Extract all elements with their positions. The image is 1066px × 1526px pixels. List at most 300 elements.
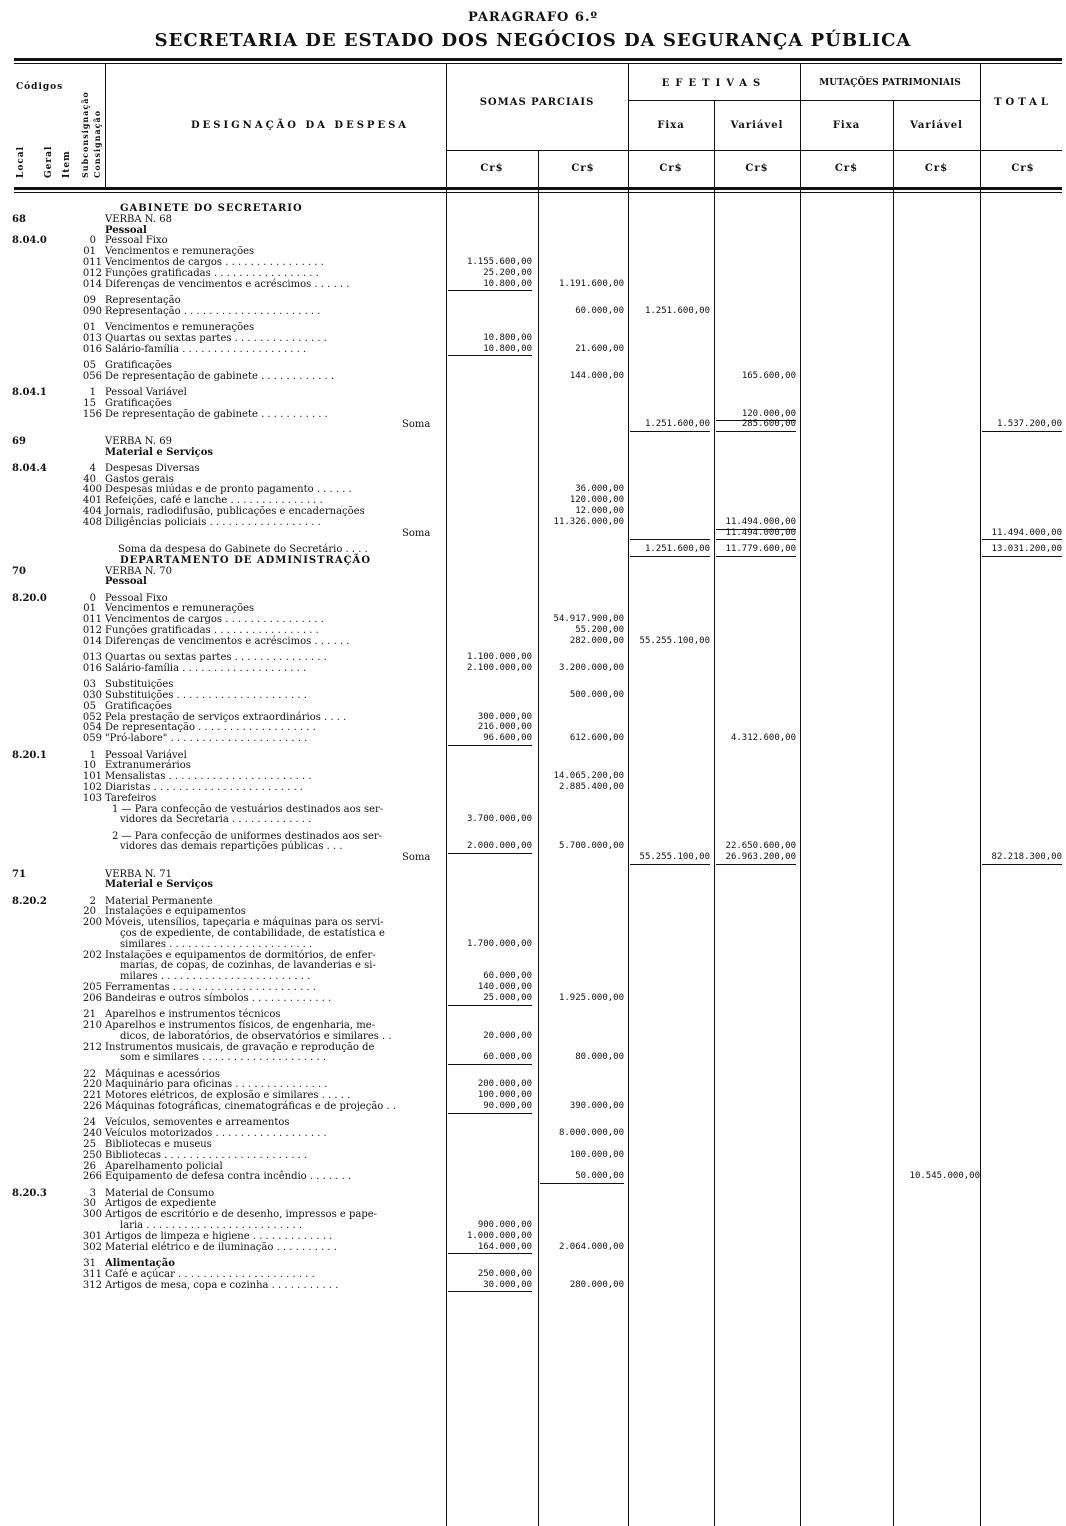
table-row bbox=[0, 652, 1066, 663]
consignacao-code: 014 bbox=[82, 635, 102, 647]
total-label: TOTAL bbox=[994, 97, 1052, 108]
row-description: Motores elétricos, de explosão e similares . . . . . bbox=[105, 1090, 351, 1102]
table-row bbox=[0, 782, 1066, 793]
table-row bbox=[0, 1079, 1066, 1090]
row-description: Diferenças de vencimentos e acréscimos . . . . . . bbox=[105, 635, 350, 647]
partial-sum-2: 50.000,00 bbox=[575, 1171, 624, 1182]
table-row bbox=[0, 950, 1066, 961]
total-value: 82.218.300,00 bbox=[991, 852, 1062, 863]
table-row bbox=[0, 896, 1066, 907]
row-description: Gratificações bbox=[105, 359, 172, 371]
sum-underline bbox=[448, 1253, 532, 1254]
row-description: Quartas ou sextas partes . . . . . . . . . . . . . . . bbox=[105, 332, 327, 344]
partial-sum-1: 1.155.600,00 bbox=[466, 257, 532, 267]
item-code: 2 bbox=[89, 895, 96, 907]
consignacao-code: 250 bbox=[82, 1149, 102, 1161]
consignacao-code: 012 bbox=[82, 625, 102, 636]
partial-sum-2: 100.000,00 bbox=[569, 1149, 624, 1160]
row-description: Pessoal Variável bbox=[105, 749, 187, 761]
efetivas-variavel-label: Variável bbox=[730, 120, 784, 131]
efetiva-variavel: 120.000,00 bbox=[741, 408, 796, 419]
mutacao-variavel: 10.545.000,00 bbox=[909, 1171, 980, 1182]
row-description: Gratificações bbox=[105, 397, 172, 409]
item-code: 10 bbox=[83, 760, 96, 772]
table-row bbox=[0, 814, 1066, 825]
table-row bbox=[0, 625, 1066, 636]
sum-underline bbox=[982, 431, 1062, 432]
table-row bbox=[0, 576, 1066, 587]
partial-sum-2: 12.000,00 bbox=[575, 506, 624, 516]
item-code: 0 bbox=[89, 592, 96, 604]
table-row bbox=[0, 722, 1066, 733]
row-description: Bandeiras e outros símbolos . . . . . . . . . . . . . bbox=[105, 992, 332, 1004]
row-description: Mensalistas . . . . . . . . . . . . . . . . . . . . . . . bbox=[105, 771, 312, 783]
total-value: 11.494.000,00 bbox=[991, 527, 1062, 538]
table-row bbox=[0, 295, 1066, 306]
row-description: Veículos, semoventes e arreamentos bbox=[105, 1117, 290, 1129]
currency-label: Cr$ bbox=[659, 163, 683, 174]
partial-sum-1: 2.100.000,00 bbox=[466, 662, 532, 673]
row-description: Artigos de escritório e de desenho, impressos e pape- bbox=[105, 1209, 378, 1221]
partial-sum-2: 80.000,00 bbox=[575, 1052, 624, 1063]
item-code: 01 bbox=[83, 322, 96, 333]
efetiva-variavel: 11.494.000,00 bbox=[725, 516, 796, 527]
table-row bbox=[0, 701, 1066, 712]
table-row bbox=[0, 235, 1066, 246]
sum-underline bbox=[448, 1291, 532, 1292]
total-value: 13.031.200,00 bbox=[991, 543, 1062, 554]
partial-sum-2: 14.065.200,00 bbox=[553, 771, 624, 782]
table-row bbox=[0, 1150, 1066, 1161]
efetiva-fixa: 55.255.100,00 bbox=[639, 852, 710, 863]
efetiva-variavel: 165.600,00 bbox=[741, 370, 796, 381]
local-code: 69 bbox=[12, 435, 26, 447]
row-description: Gastos gerais bbox=[105, 473, 174, 485]
partial-sum-2: 1.191.600,00 bbox=[558, 278, 624, 289]
table-row bbox=[0, 1171, 1066, 1182]
consignacao-code: 016 bbox=[82, 343, 102, 355]
table-row bbox=[0, 663, 1066, 674]
consignacao-code: 200 bbox=[82, 917, 102, 929]
table-row bbox=[0, 879, 1066, 890]
table-row bbox=[0, 1128, 1066, 1139]
item-code: 3 bbox=[89, 1187, 96, 1199]
col-divider bbox=[105, 64, 106, 188]
item-code: 1 bbox=[89, 387, 96, 398]
item-code: 15 bbox=[83, 397, 96, 409]
row-description: Substituições bbox=[105, 679, 174, 691]
row-description: VERBA N. 71 bbox=[105, 868, 172, 880]
table-row bbox=[0, 1269, 1066, 1280]
consignacao-code: 011 bbox=[82, 614, 102, 626]
item-code: 05 bbox=[83, 700, 96, 712]
sum-underline bbox=[716, 539, 796, 540]
consignacao-code: 054 bbox=[82, 722, 102, 734]
table-row bbox=[0, 495, 1066, 506]
header-rule bbox=[446, 150, 1062, 151]
row-description: Máquinas e acessórios bbox=[105, 1068, 220, 1080]
consignacao-code: 226 bbox=[82, 1101, 102, 1112]
table-row bbox=[0, 1009, 1066, 1020]
table-row bbox=[0, 371, 1066, 382]
table-row bbox=[0, 463, 1066, 474]
table-row bbox=[0, 517, 1066, 528]
geral-label: Geral bbox=[44, 145, 54, 178]
sum-underline bbox=[448, 290, 532, 291]
table-row bbox=[0, 841, 1066, 852]
consignacao-code: 301 bbox=[82, 1230, 102, 1242]
partial-sum-1: 1.700.000,00 bbox=[466, 938, 532, 949]
table-row bbox=[0, 344, 1066, 355]
table-row bbox=[0, 1258, 1066, 1269]
table-row bbox=[0, 614, 1066, 625]
row-description: Vencimentos e remunerações bbox=[105, 246, 255, 258]
consignacao-code: 210 bbox=[82, 1019, 102, 1031]
row-description: Representação bbox=[105, 294, 181, 306]
consignacao-code: 300 bbox=[82, 1209, 102, 1221]
consignacao-code: 014 bbox=[82, 278, 102, 290]
subconsignacao-label: Subconsignação bbox=[80, 91, 90, 178]
partial-sum-2: 2.064.000,00 bbox=[558, 1241, 624, 1252]
efetiva-variavel: 11.779.600,00 bbox=[725, 543, 796, 554]
row-description: milares . . . . . . . . . . . . . . . . . . . . . . . . bbox=[120, 971, 311, 983]
row-description: Extranumerários bbox=[105, 760, 191, 772]
partial-sum-2: 282.000,00 bbox=[569, 635, 624, 646]
table-row bbox=[0, 831, 1066, 842]
item-code: 20 bbox=[83, 906, 96, 918]
row-description: Refeições, café e lanche . . . . . . . . . . . . . . . bbox=[105, 495, 323, 507]
partial-sum-2: 144.000,00 bbox=[569, 370, 624, 381]
table-row bbox=[0, 1069, 1066, 1080]
partial-sum-1: 900.000,00 bbox=[477, 1220, 532, 1230]
partial-sum-2: 390.000,00 bbox=[569, 1101, 624, 1111]
table-row bbox=[0, 793, 1066, 804]
partial-sum-2: 8.000.000,00 bbox=[558, 1128, 624, 1139]
sum-underline bbox=[448, 1113, 532, 1114]
table-row bbox=[0, 387, 1066, 398]
currency-label: Cr$ bbox=[924, 163, 949, 174]
currency-label: Cr$ bbox=[1011, 163, 1035, 174]
item-code: 4 bbox=[89, 462, 96, 474]
sum-underline bbox=[716, 431, 796, 432]
row-description: Diaristas . . . . . . . . . . . . . . . . . . . . . . . . bbox=[105, 781, 303, 793]
efetivas-fixa-label: Fixa bbox=[657, 120, 685, 131]
table-row bbox=[0, 993, 1066, 1004]
table-row bbox=[0, 603, 1066, 614]
sum-underline bbox=[630, 864, 710, 865]
table-row bbox=[0, 506, 1066, 517]
row-description: laria . . . . . . . . . . . . . . . . . . . . . . . . . bbox=[120, 1220, 303, 1231]
item-code: 03 bbox=[83, 679, 96, 691]
table-row bbox=[0, 750, 1066, 761]
table-row bbox=[0, 906, 1066, 917]
table-row bbox=[0, 246, 1066, 257]
row-description: Vencimentos de cargos . . . . . . . . . . . . . . . . bbox=[105, 257, 324, 268]
consignacao-code: 404 bbox=[82, 506, 102, 517]
row-description: De representação de gabinete . . . . . . . . . . . . bbox=[105, 370, 335, 382]
table-row bbox=[0, 279, 1066, 290]
table-row bbox=[0, 1031, 1066, 1042]
row-description: Jornais, radiodifusão, publicações e encadernações bbox=[105, 506, 365, 517]
row-description: Equipamento de defesa contra incêndio . . . . . . . bbox=[105, 1171, 352, 1183]
table-row bbox=[0, 690, 1066, 701]
top-rule-thin bbox=[14, 63, 1062, 64]
partial-sum-1: 1.000.000,00 bbox=[466, 1230, 532, 1241]
table-row bbox=[0, 760, 1066, 771]
row-description: Material Permanente bbox=[105, 895, 213, 907]
table-row bbox=[0, 1220, 1066, 1231]
row-description: VERBA N. 68 bbox=[105, 213, 172, 225]
partial-sum-1: 25.000,00 bbox=[483, 992, 532, 1003]
consignacao-code: 101 bbox=[82, 771, 102, 783]
table-row bbox=[0, 679, 1066, 690]
row-description: DEPARTAMENTO DE ADMINISTRAÇÃO bbox=[120, 554, 372, 566]
efetiva-variavel: 4.312.600,00 bbox=[730, 733, 796, 744]
row-description: Máquinas fotográficas, cinematográficas e de projeção . . bbox=[105, 1101, 397, 1112]
row-description: Material e Serviços bbox=[105, 879, 214, 891]
row-description: vidores da Secretaria . . . . . . . . . . . . . bbox=[120, 814, 312, 826]
partial-sum-1: 10.800,00 bbox=[483, 278, 532, 289]
row-description: 2 — Para confecção de uniformes destinados aos ser- bbox=[112, 830, 383, 842]
row-description: Tarefeiros bbox=[105, 792, 157, 804]
sum-underline bbox=[982, 539, 1062, 540]
item-code: 31 bbox=[83, 1257, 96, 1269]
consignacao-code: 102 bbox=[82, 781, 102, 793]
paragraph-heading: PARAGRAFO 6.º bbox=[468, 10, 598, 25]
table-row bbox=[0, 1139, 1066, 1150]
item-code: 30 bbox=[83, 1198, 96, 1210]
row-description: similares . . . . . . . . . . . . . . . . . . . . . . . bbox=[120, 938, 313, 950]
row-description: Artigos de expediente bbox=[105, 1198, 217, 1210]
partial-sum-1: 25.200,00 bbox=[483, 267, 532, 278]
partial-sum-1: 10.800,00 bbox=[483, 332, 532, 343]
table-row bbox=[0, 566, 1066, 577]
partial-sum-1: 140.000,00 bbox=[477, 982, 532, 992]
item-code: 05 bbox=[83, 359, 96, 371]
row-description: Vencimentos e remunerações bbox=[105, 603, 255, 615]
efetiva-fixa: 1.251.600,00 bbox=[644, 419, 710, 430]
partial-sum-1: 30.000,00 bbox=[483, 1279, 532, 1290]
partial-sum-2: 5.700.000,00 bbox=[558, 841, 624, 852]
efetiva-variavel: 11.494.000,00 bbox=[725, 527, 796, 538]
row-description: Substituições . . . . . . . . . . . . . . . . . . . . . bbox=[105, 690, 307, 701]
table-row bbox=[0, 971, 1066, 982]
row-description: Soma da despesa do Gabinete do Secretário . . . . bbox=[118, 543, 368, 555]
row-description: De representação de gabinete . . . . . . . . . . . bbox=[105, 408, 328, 420]
table-row bbox=[0, 1209, 1066, 1220]
partial-sum-2: 120.000,00 bbox=[569, 495, 624, 506]
sum-underline bbox=[448, 355, 532, 356]
somas-parciais-label: SOMAS PARCIAIS bbox=[479, 97, 595, 108]
local-label: Local bbox=[16, 145, 26, 178]
item-code: 01 bbox=[83, 603, 96, 615]
partial-sum-2: 11.326.000,00 bbox=[553, 516, 624, 527]
partial-sum-1: 96.600,00 bbox=[483, 733, 532, 744]
consignacao-code: 090 bbox=[82, 305, 102, 317]
sum-underline bbox=[630, 431, 710, 432]
row-description: VERBA N. 69 bbox=[105, 435, 172, 447]
row-description: Pessoal bbox=[105, 576, 147, 588]
local-code: 71 bbox=[12, 868, 26, 880]
item-label: Item bbox=[62, 150, 72, 178]
table-row bbox=[0, 1231, 1066, 1242]
row-description: Gratificações bbox=[105, 700, 172, 712]
row-description: Aparelhos e instrumentos físicos, de engenharia, me- bbox=[105, 1019, 375, 1031]
partial-sum-2: 21.600,00 bbox=[575, 343, 624, 354]
local-code: 8.20.2 bbox=[12, 895, 47, 907]
mutacoes-fixa-label: Fixa bbox=[832, 120, 861, 131]
table-row bbox=[0, 636, 1066, 647]
consignacao-code: 401 bbox=[82, 495, 102, 507]
currency-label: Cr$ bbox=[834, 163, 859, 174]
consignacao-code: 266 bbox=[82, 1171, 102, 1183]
consignacao-code: 016 bbox=[82, 662, 102, 674]
table-row bbox=[0, 360, 1066, 371]
partial-sum-1: 60.000,00 bbox=[483, 1052, 532, 1063]
mutacoes-label: MUTAÇÕES PATRIMONIAIS bbox=[819, 78, 961, 88]
row-description: Maquinário para oficinas . . . . . . . . . . . . . . . bbox=[105, 1079, 328, 1091]
efetiva-fixa: 55.255.100,00 bbox=[639, 635, 710, 646]
consignacao-code: 311 bbox=[82, 1268, 102, 1280]
consignacao-code: 220 bbox=[82, 1079, 102, 1091]
table-row bbox=[0, 322, 1066, 333]
consignacao-code: 206 bbox=[82, 992, 102, 1004]
table-row bbox=[0, 1020, 1066, 1031]
table-row bbox=[0, 928, 1066, 939]
row-description: Pessoal Fixo bbox=[105, 235, 168, 247]
partial-sum-2: 500.000,00 bbox=[569, 690, 624, 700]
consignacao-code: 240 bbox=[82, 1128, 102, 1140]
item-code: 26 bbox=[83, 1160, 96, 1172]
row-description: Ferramentas . . . . . . . . . . . . . . . . . . . . . . . bbox=[105, 982, 317, 993]
partial-sum-2: 36.000,00 bbox=[575, 484, 624, 495]
row-description: Material de Consumo bbox=[105, 1187, 215, 1199]
partial-sum-1: 216.000,00 bbox=[477, 722, 532, 733]
table-row bbox=[0, 960, 1066, 971]
partial-sum-2: 2.885.400,00 bbox=[558, 781, 624, 792]
row-description: Despesas Diversas bbox=[105, 462, 200, 474]
table-row bbox=[0, 869, 1066, 880]
row-description: Artigos de mesa, copa e cozinha . . . . . . . . . . . bbox=[105, 1279, 339, 1291]
item-code: 21 bbox=[83, 1009, 96, 1021]
table-row bbox=[0, 939, 1066, 950]
table-row bbox=[0, 1280, 1066, 1291]
local-code: 8.20.1 bbox=[12, 749, 47, 761]
row-description: Soma bbox=[402, 852, 431, 864]
table-row bbox=[0, 484, 1066, 495]
currency-label: Cr$ bbox=[571, 163, 595, 174]
table-row bbox=[0, 1242, 1066, 1253]
efetivas-label: EFETIVAS bbox=[661, 78, 767, 89]
table-row bbox=[0, 419, 1066, 430]
sum-underline bbox=[448, 1064, 532, 1065]
consignacao-code: 012 bbox=[82, 267, 102, 279]
row-description: Bibliotecas e museus bbox=[105, 1138, 212, 1150]
row-description: Pessoal Variável bbox=[105, 387, 187, 398]
table-row bbox=[0, 771, 1066, 782]
row-description: Vencimentos de cargos . . . . . . . . . . . . . . . . bbox=[105, 614, 324, 626]
item-code: 22 bbox=[83, 1068, 96, 1080]
currency-label: Cr$ bbox=[745, 163, 769, 174]
row-description: Instalações e equipamentos bbox=[105, 906, 246, 918]
consignacao-code: 030 bbox=[82, 690, 102, 701]
row-description: Pela prestação de serviços extraordinários . . . . bbox=[105, 711, 347, 723]
top-rule bbox=[14, 58, 1062, 61]
consignacao-code: 400 bbox=[82, 484, 102, 496]
partial-sum-1: 164.000,00 bbox=[477, 1241, 532, 1252]
row-description: 1 — Para confecção de vestuários destinados aos ser- bbox=[112, 803, 384, 815]
codigos-label: Códigos bbox=[16, 82, 64, 92]
table-row bbox=[0, 852, 1066, 863]
partial-sum-1: 250.000,00 bbox=[477, 1268, 532, 1279]
item-code: 09 bbox=[83, 294, 96, 306]
row-description: dicos, de laboratórios, de observatórios e similares . . bbox=[120, 1030, 392, 1042]
consignacao-code: 056 bbox=[82, 370, 102, 382]
item-code: 01 bbox=[83, 246, 96, 258]
row-description: Diferenças de vencimentos e acréscimos . . . . . . bbox=[105, 278, 350, 290]
efetiva-fixa: 1.251.600,00 bbox=[644, 543, 710, 554]
local-code: 8.20.0 bbox=[12, 592, 47, 604]
row-description: marias, de copas, de cozinhas, de lavanderias e si- bbox=[120, 960, 376, 972]
row-description: Funções gratificadas . . . . . . . . . . . . . . . . . bbox=[105, 267, 319, 279]
table-row bbox=[0, 733, 1066, 744]
sum-underline bbox=[716, 864, 796, 865]
table-row bbox=[0, 203, 1066, 214]
row-description: Salário-família . . . . . . . . . . . . . . . . . . . . bbox=[105, 343, 307, 355]
row-description: Salário-família . . . . . . . . . . . . . . . . . . . . bbox=[105, 662, 307, 674]
row-description: Alimentação bbox=[105, 1257, 175, 1269]
consignacao-code: 013 bbox=[82, 652, 102, 664]
table-row bbox=[0, 555, 1066, 566]
consignacao-code: 011 bbox=[82, 257, 102, 268]
consignacao-code: 013 bbox=[82, 332, 102, 344]
row-description: Despesas miúdas e de pronto pagamento . . . . . . bbox=[105, 484, 352, 496]
table-row bbox=[0, 1101, 1066, 1112]
item-code: 40 bbox=[83, 473, 96, 485]
table-row bbox=[0, 982, 1066, 993]
row-description: VERBA N. 70 bbox=[105, 565, 172, 577]
row-description: Aparelhos e instrumentos técnicos bbox=[105, 1009, 281, 1021]
currency-label: Cr$ bbox=[480, 163, 504, 174]
row-description: Material e Serviços bbox=[105, 446, 214, 458]
designacao-label: DESIGNAÇÃO DA DESPESA bbox=[190, 120, 410, 131]
total-value: 1.537.200,00 bbox=[996, 419, 1062, 430]
row-description: Pessoal bbox=[105, 224, 147, 236]
consignacao-label: Consignação bbox=[92, 109, 102, 178]
partial-sum-2: 60.000,00 bbox=[575, 305, 624, 316]
row-description: Representação . . . . . . . . . . . . . . . . . . . . . . bbox=[105, 305, 321, 317]
partial-sum-2: 55.200,00 bbox=[575, 625, 624, 635]
sum-underline bbox=[540, 1183, 624, 1184]
efetiva-variavel: 26.963.200,00 bbox=[725, 852, 796, 863]
table-row bbox=[0, 1052, 1066, 1063]
row-description: Soma bbox=[402, 527, 431, 539]
partial-sum-1: 60.000,00 bbox=[483, 971, 532, 982]
table-row bbox=[0, 712, 1066, 723]
partial-sum-1: 20.000,00 bbox=[483, 1030, 532, 1041]
table-row bbox=[0, 268, 1066, 279]
row-description: vidores das demais repartições públicas . . . bbox=[120, 841, 343, 853]
table-row bbox=[0, 1090, 1066, 1101]
table-row bbox=[0, 917, 1066, 928]
consignacao-code: 221 bbox=[82, 1090, 102, 1102]
consignacao-code: 302 bbox=[82, 1241, 102, 1253]
table-row bbox=[0, 593, 1066, 604]
consignacao-code: 408 bbox=[82, 516, 102, 528]
partial-sum-2: 1.925.000,00 bbox=[558, 992, 624, 1003]
row-description: "Pró-labore" . . . . . . . . . . . . . . . . . . . . . . bbox=[105, 733, 308, 745]
partial-sum-1: 1.100.000,00 bbox=[466, 652, 532, 663]
